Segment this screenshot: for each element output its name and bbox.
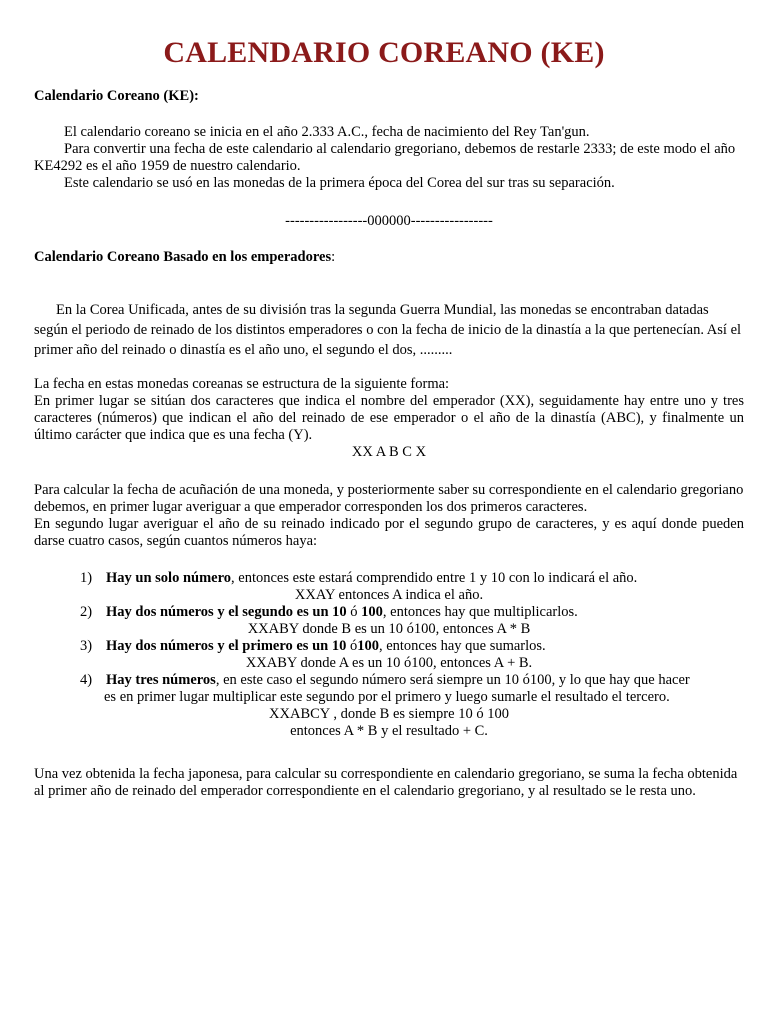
separator-line: -----------------000000----------------- bbox=[285, 213, 493, 229]
list-number: 4) bbox=[80, 672, 93, 688]
list-item-bold: Hay un solo número bbox=[106, 570, 232, 586]
section1-heading-text: Calendario Coreano (KE): bbox=[34, 88, 199, 104]
page-title: CALENDARIO COREANO (KE) bbox=[163, 36, 605, 69]
cases-list bbox=[34, 570, 744, 740]
section1-paragraph-3: Este calendario se usó en las monedas de la primera época del Corea del sur tras su separación. bbox=[64, 175, 615, 191]
list-example: XXAY entonces A indica el año. bbox=[294, 587, 484, 603]
section2-paragraph-2-line-2: En primer lugar se sitúan dos caracteres que indica el nombre del emperador (XX), seguidamente hay entre uno y tres caracteres (números) que indican el año del reinado de ese emperador o el año de la dinastía (ABC), y finalmente un último carácter que indica que es una fecha (Y). bbox=[34, 393, 744, 443]
section2-paragraph-3-line-2: En segundo lugar averiguar el año de su reinado indicado por el segundo grupo de caracteres, y es aquí donde pueden darse cuatro casos, según cuantos números haya: bbox=[34, 516, 744, 549]
section2-paragraph-3-line-1: Para calcular la fecha de acuñación de una moneda, y posteriormente saber su correspondiente en el calendario gregoriano debemos, en primer lugar averiguar a que emperador corresponden los dos primeros caracteres. bbox=[34, 482, 744, 515]
list-item-mid: ó bbox=[346, 638, 358, 654]
list-item-1 bbox=[34, 570, 744, 587]
list-number: 2) bbox=[80, 604, 93, 620]
date-structure-formula: XX A B C X bbox=[351, 444, 427, 460]
section2-paragraph-1: En la Corea Unificada, antes de su división tras la segunda Guerra Mundial, las monedas se encontraban datadas según el periodo de reinado de los distintos emperadores o con la fecha de inicio de la dinastía a la que pertenecían. Así el primer año del reinado o dinastía es el año uno, el segundo el dos, ......... bbox=[34, 302, 742, 358]
list-item-text: , entonces este estará comprendido entre 1 y 10 con lo indicará el año. bbox=[231, 570, 638, 586]
list-item-bold: Hay dos números y el primero es un 10 bbox=[106, 638, 347, 654]
section2-paragraph-1-wrap bbox=[34, 300, 744, 360]
section1-heading bbox=[34, 88, 744, 105]
list-item-bold-2: 100 bbox=[361, 604, 383, 620]
list-example: XXABCY , donde B es siempre 10 ó 100 bbox=[269, 706, 509, 722]
list-item-3 bbox=[34, 638, 744, 655]
list-example-2: entonces A * B y el resultado + C. bbox=[290, 723, 488, 739]
list-item-text: , en este caso el segundo número será siempre un 10 ó100, y lo que hay que hacer bbox=[215, 672, 690, 688]
list-item-2 bbox=[34, 604, 744, 621]
list-number: 3) bbox=[80, 638, 93, 654]
section1-body bbox=[34, 124, 744, 192]
list-example: XXABY donde B es un 10 ó100, entonces A * B bbox=[247, 621, 531, 637]
section1-paragraph-2: Para convertir una fecha de este calendario al calendario gregoriano, debemos de restarle 2333; de este modo el año KE4292 es el año 1959 de nuestro calendario. bbox=[34, 141, 736, 174]
section2-heading-suffix: : bbox=[331, 249, 336, 265]
list-item-text: , entonces hay que multiplicarlos. bbox=[382, 604, 578, 620]
list-item-text: , entonces hay que sumarlos. bbox=[378, 638, 546, 654]
list-item-4 bbox=[34, 672, 744, 689]
section1-paragraph-1: El calendario coreano se inicia en el año 2.333 A.C., fecha de nacimiento del Rey Tan'gun. bbox=[64, 124, 590, 140]
section2-paragraph-2-wrap bbox=[34, 376, 744, 461]
list-item-bold: Hay tres números bbox=[106, 672, 216, 688]
list-item-continuation: es en primer lugar multiplicar este segundo por el primero y luego sumarle el resultado el tercero. bbox=[104, 689, 670, 705]
section2-paragraph-4-wrap bbox=[34, 766, 744, 800]
list-number: 1) bbox=[80, 570, 93, 586]
list-item-bold: Hay dos números y el segundo es un 10 bbox=[106, 604, 347, 620]
section2-heading-text: Calendario Coreano Basado en los emperadores bbox=[34, 249, 332, 265]
section2-heading bbox=[34, 249, 744, 266]
list-item-bold-2: 100 bbox=[357, 638, 379, 654]
section2-paragraph-4: Una vez obtenida la fecha japonesa, para calcular su correspondiente en calendario gregoriano, se suma la fecha obtenida al primer año de reinado del emperador correspondiente en el calendario gregoriano, y al resultado se le resta uno. bbox=[34, 766, 738, 799]
section2-paragraph-3-wrap bbox=[34, 482, 744, 550]
list-item-mid: ó bbox=[346, 604, 362, 620]
section2-paragraph-2-line-1: La fecha en estas monedas coreanas se estructura de la siguiente forma: bbox=[34, 376, 450, 392]
list-example: XXABY donde A es un 10 ó100, entonces A + B. bbox=[245, 655, 533, 671]
